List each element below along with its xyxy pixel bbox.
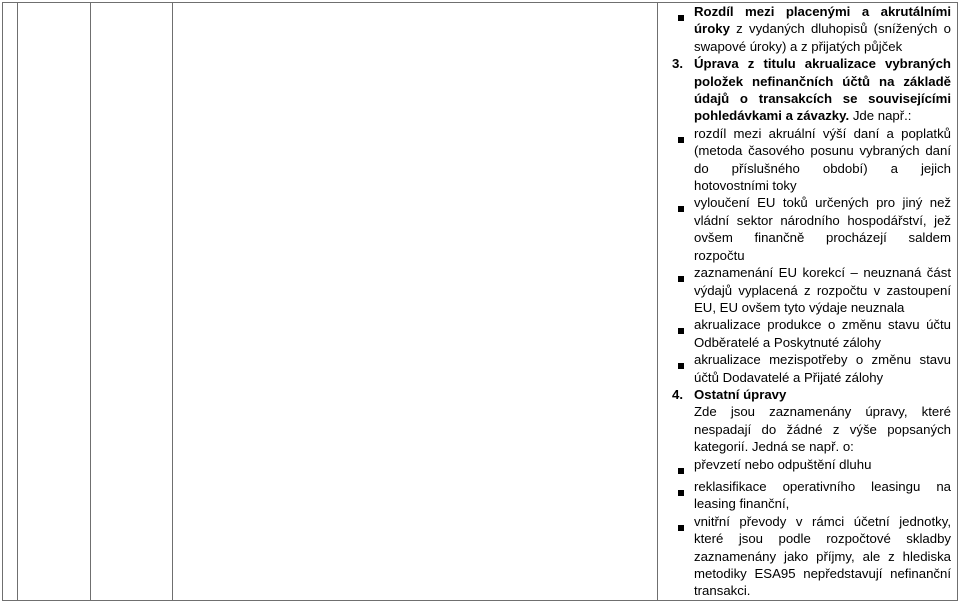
empty-cell — [91, 3, 173, 601]
section-number: 3. — [672, 56, 683, 72]
list-item — [668, 478, 951, 513]
square-bullet-icon — [668, 478, 694, 500]
section-4-heading — [668, 386, 951, 403]
document-table — [2, 2, 958, 601]
square-bullet-icon — [668, 456, 694, 478]
square-bullet-icon — [668, 264, 694, 286]
table-row — [3, 3, 958, 601]
list-item — [668, 513, 951, 600]
list-item — [668, 264, 951, 316]
list-item-text: vyloučení EU toků určených pro jiný než vládní sektor národního hospodářství, jež ovšem finančně procházejí saldem rozpočtu — [694, 195, 951, 263]
square-bullet-icon — [668, 351, 694, 373]
square-bullet-icon — [668, 3, 694, 25]
section-3-heading — [668, 55, 951, 125]
list-item — [668, 351, 951, 386]
square-bullet-icon — [668, 125, 694, 147]
list-item-text: reklasifikace operativního leasingu na leasing finanční, — [694, 478, 951, 512]
square-bullet-icon — [668, 316, 694, 338]
content-text — [658, 3, 957, 600]
content-cell — [658, 3, 958, 601]
list-item — [668, 3, 951, 55]
item-heading: Rozdíl mezi placenými a akrutálními úroky — [694, 4, 951, 37]
item-text: z vydaných dluhopisů (snížených o swapové úroky) a z přijatých půjček — [694, 21, 951, 54]
list-item-text: zaznamenání EU korekcí – neuznaná část výdajů vyplacená z rozpočtu v zastoupení EU, EU ovšem tyto výdaje neuznala — [694, 265, 951, 315]
list-item — [668, 194, 951, 264]
list-item-text: akrualizace produkce o změnu stavu účtu Odběratelé a Poskytnuté zálohy — [694, 317, 951, 350]
section-title: Úprava z titulu akrualizace vybraných položek nefinančních účtů na základě údajů o transakcích se souvisejícími pohledávkami a závazky. — [694, 56, 951, 124]
list-item-text: akrualizace mezispotřeby o změnu stavu účtů Dodavatelé a Přijaté zálohy — [694, 352, 951, 385]
empty-cell — [18, 3, 91, 601]
list-item-text: vnitřní převody v rámci účetní jednotky, které jsou podle rozpočtové skladby zaznamenány jako příjmy, ale z hlediska metodiky ESA95 nepředstavují nefinanční transakci. — [694, 513, 951, 599]
section-title: Ostatní úpravy — [694, 386, 787, 402]
section-intro: Jde např.: — [849, 108, 912, 124]
list-item — [668, 456, 951, 478]
empty-cell — [173, 3, 658, 601]
list-item — [668, 316, 951, 351]
section-number: 4. — [672, 386, 683, 402]
list-item-text: rozdíl mezi akruální výší daní a poplatků (metoda časového posunu vybraných daní do příslušného období) a jejich hotovostními toky — [694, 125, 951, 194]
list-item — [668, 125, 951, 195]
square-bullet-icon — [668, 513, 694, 535]
list-item-text: převzetí nebo odpuštění dluhu — [694, 456, 872, 472]
empty-cell — [3, 3, 18, 601]
section-intro: Zde jsou zaznamenány úpravy, které nespadají do žádné z výše popsaných kategorií. Jedná se např. o: — [694, 404, 951, 455]
square-bullet-icon — [668, 194, 694, 216]
